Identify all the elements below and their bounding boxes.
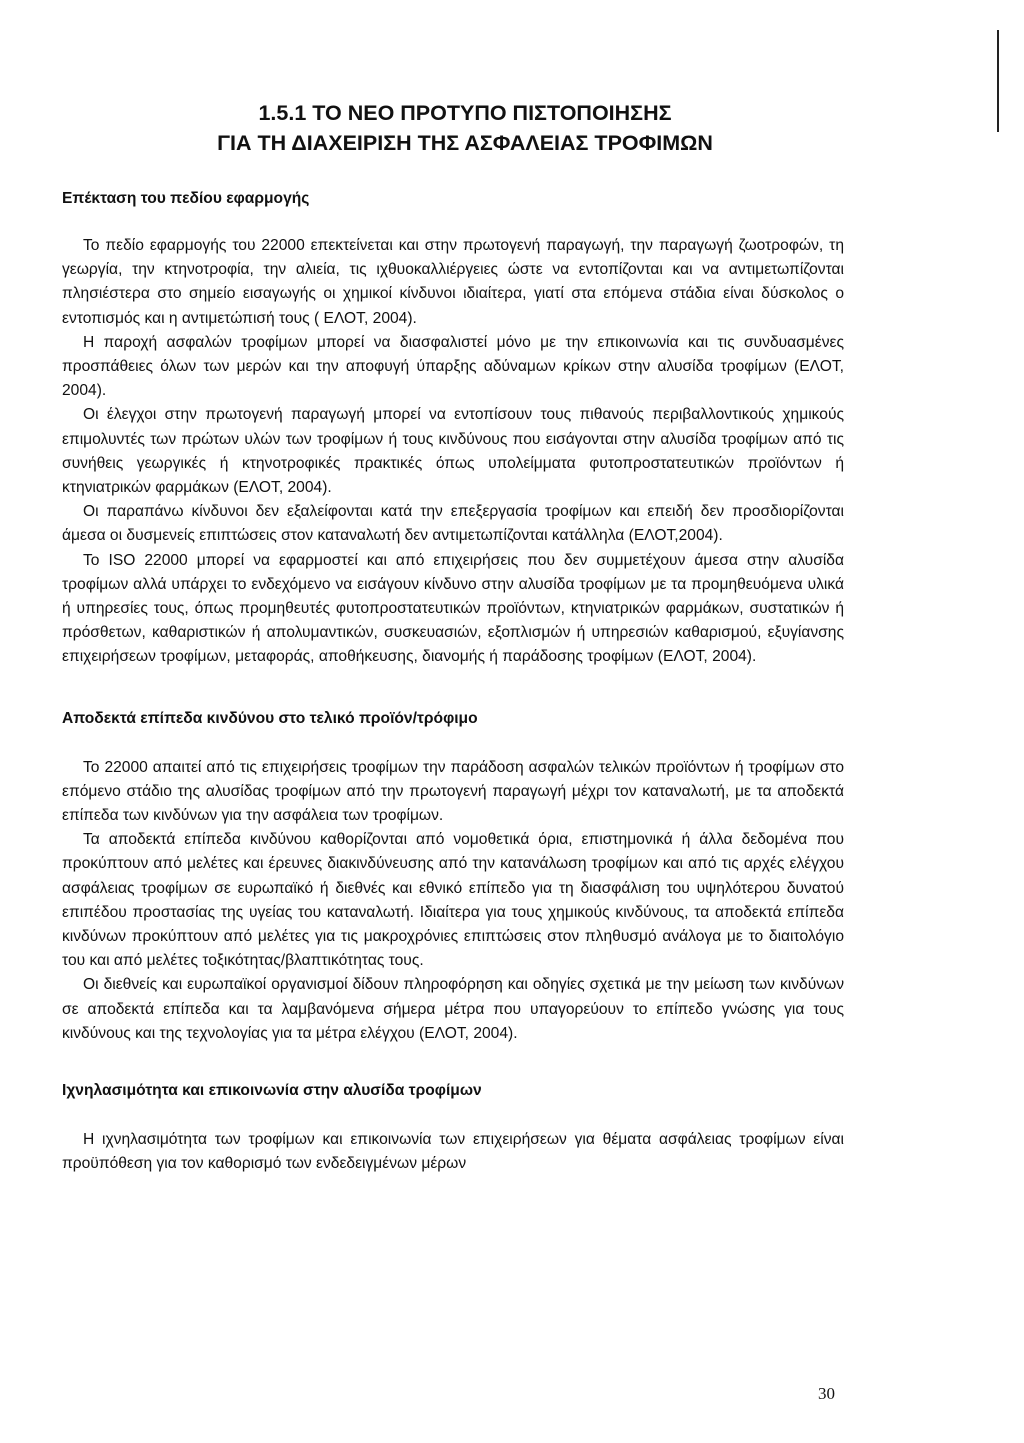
acceptable-paragraph-1: Το 22000 απαιτεί από τις επιχειρήσεις τροφίμων την παράδοση ασφαλών τελικών προϊόντων ή τροφίμων στο επόμενο στάδιο της αλυσίδας τροφίμων από την πρωτογενή παραγωγή μέχρι τον καταναλωτή, με τα αποδεκτά επίπεδα των κινδύνων για την ασφάλεια των τροφίμων. bbox=[62, 758, 844, 825]
scope-paragraph-2: Η παροχή ασφαλών τροφίμων μπορεί να διασφαλιστεί μόνο με την επικοινωνία και τις συνδυασμένες προσπάθειες όλων των μερών και την αποφυγή ύπαρξης αδύναμων κρίκων στην αλυσίδα τροφίμων (ΕΛΟΤ, 2004). bbox=[62, 333, 844, 400]
section-heading-acceptable-levels: Αποδεκτά επίπεδα κινδύνου στο τελικό προϊόν/τρόφιμο bbox=[62, 709, 478, 727]
section-heading-traceability: Ιχνηλασιμότητα και επικοινωνία στην αλυσίδα τροφίμων bbox=[62, 1082, 482, 1100]
title-line-1: 1.5.1 ΤΟ ΝΕΟ ΠΡΟΤΥΠΟ ΠΙΣΤΟΠΟΙΗΣΗΣ bbox=[258, 101, 672, 125]
section-scope bbox=[62, 188, 844, 670]
scope-paragraph-1: Το πεδίο εφαρμογής του 22000 επεκτείνεται και στην πρωτογενή παραγωγή, την παραγωγή ζωοτροφών, τη γεωργία, την κτηνοτροφία, την αλιεία, τις ιχθυοκαλλιέργειες ώστε να εντοπίζονται και να αντιμετωπίζονται πλησιέστερα στο σημείο εισαγωγής οι χημικοί κίνδυνοι ιδιαίτερα, γιατί στα επόμενα στάδια είναι δύσκολος ο εντοπισμός και η αντιμετώπισή τους ( ΕΛΟΤ, 2004). bbox=[62, 237, 844, 327]
page-number: 30 bbox=[818, 1384, 835, 1403]
scan-edge-line bbox=[997, 30, 999, 132]
document-page bbox=[62, 98, 844, 1177]
scope-paragraph-5: Το ISO 22000 μπορεί να εφαρμοστεί και από επιχειρήσεις που δεν συμμετέχουν άμεσα στην αλυσίδα τροφίμων αλλά υπάρχει το ενδεχόμενο να εισάγουν κίνδυνο στην αλυσίδα τροφίμων με τα προμηθευόμενα υλικά ή υπηρεσίες τους, όπως προμηθευτές φυτοπροστατευτικών προϊόντων, κτηνιατρικών φαρμάκων, συστατικών ή πρόσθετων, καθαριστικών ή απολυμαντικών, συσκευασιών, εξοπλισμών ή υπηρεσιών καθαρισμού, εξυγίανσης επιχειρήσεων τροφίμων, μεταφοράς, αποθήκευσης, διανομής ή παράδοσης τροφίμων (ΕΛΟΤ, 2004). bbox=[62, 551, 844, 666]
scope-paragraph-4: Οι παραπάνω κίνδυνοι δεν εξαλείφονται κατά την επεξεργασία τροφίμων και επειδή δεν προσδιορίζονται άμεσα οι δυσμενείς επιπτώσεις στον καταναλωτή δεν αντιμετωπίζονται κατάλληλα (ΕΛΟΤ,2004). bbox=[62, 503, 844, 545]
section-acceptable-levels bbox=[62, 708, 844, 1046]
acceptable-paragraph-3: Οι διεθνείς και ευρωπαϊκοί οργανισμοί δίδουν πληροφόρηση και οδηγίες σχετικά με την μείωση των κινδύνων σε αποδεκτά επίπεδα και τα λαμβανόμενα σήμερα μέτρα που υπαγορεύουν το επίπεδο γνώσης για τους κινδύνους και της τεχνολογίας για τα μέτρα ελέγχου (ΕΛΟΤ, 2004). bbox=[62, 976, 844, 1042]
scope-paragraph-3: Οι έλεγχοι στην πρωτογενή παραγωγή μπορεί να εντοπίσουν τους πιθανούς περιβαλλοντικούς χημικούς επιμολυντές των πρώτων υλών των τροφίμων ή τους κινδύνους που εισάγονται στην αλυσίδα τροφίμων από τις συνήθεις γεωργικές ή κτηνοτροφικές πρακτικές όπως υπολείμματα φυτοπροστατευτικών προϊόντων ή κτηνιατρικών φαρμάκων (ΕΛΟΤ, 2004). bbox=[62, 406, 844, 497]
acceptable-paragraph-2: Τα αποδεκτά επίπεδα κινδύνου καθορίζονται από νομοθετικά όρια, επιστημονικά ή άλλα δεδομένα που προκύπτουν από μελέτες και έρευνες διακινδύνευσης από την κατανάλωση τροφίμων και από τις αρχές ελέγχου ασφάλειας τροφίμων σε ευρωπαϊκό ή διεθνές και εθνικό επίπεδο για τη διασφάλιση του υψηλότερου δυνατού επιπέδου προστασίας της υγείας του καταναλωτή. Ιδιαίτερα για τους χημικούς κινδύνους, τα αποδεκτά επίπεδα κινδύνων προκύπτουν από μελέτες για τις μακροχρόνιες επιπτώσεις στον πληθυσμό ανάλογα με το διαιτολόγιο του και από μελέτες τοξικότητας/βλαπτικότητας τους. bbox=[62, 831, 844, 970]
section-traceability bbox=[62, 1080, 844, 1176]
document-title bbox=[62, 98, 844, 158]
section-heading-scope: Επέκταση του πεδίου εφαρμογής bbox=[62, 190, 310, 207]
traceability-paragraph-1: Η ιχνηλασιμότητα των τροφίμων και επικοινωνία των επιχειρήσεων για θέματα ασφάλειας τροφίμων είναι προϋπόθεση για τον καθορισμό των ενδεδειγμένων μέρων bbox=[62, 1131, 844, 1173]
title-line-2: ΓΙΑ ΤΗ ΔΙΑΧΕΙΡΙΣΗ ΤΗΣ ΑΣΦΑΛΕΙΑΣ ΤΡΟΦΙΜΩΝ bbox=[217, 131, 713, 155]
